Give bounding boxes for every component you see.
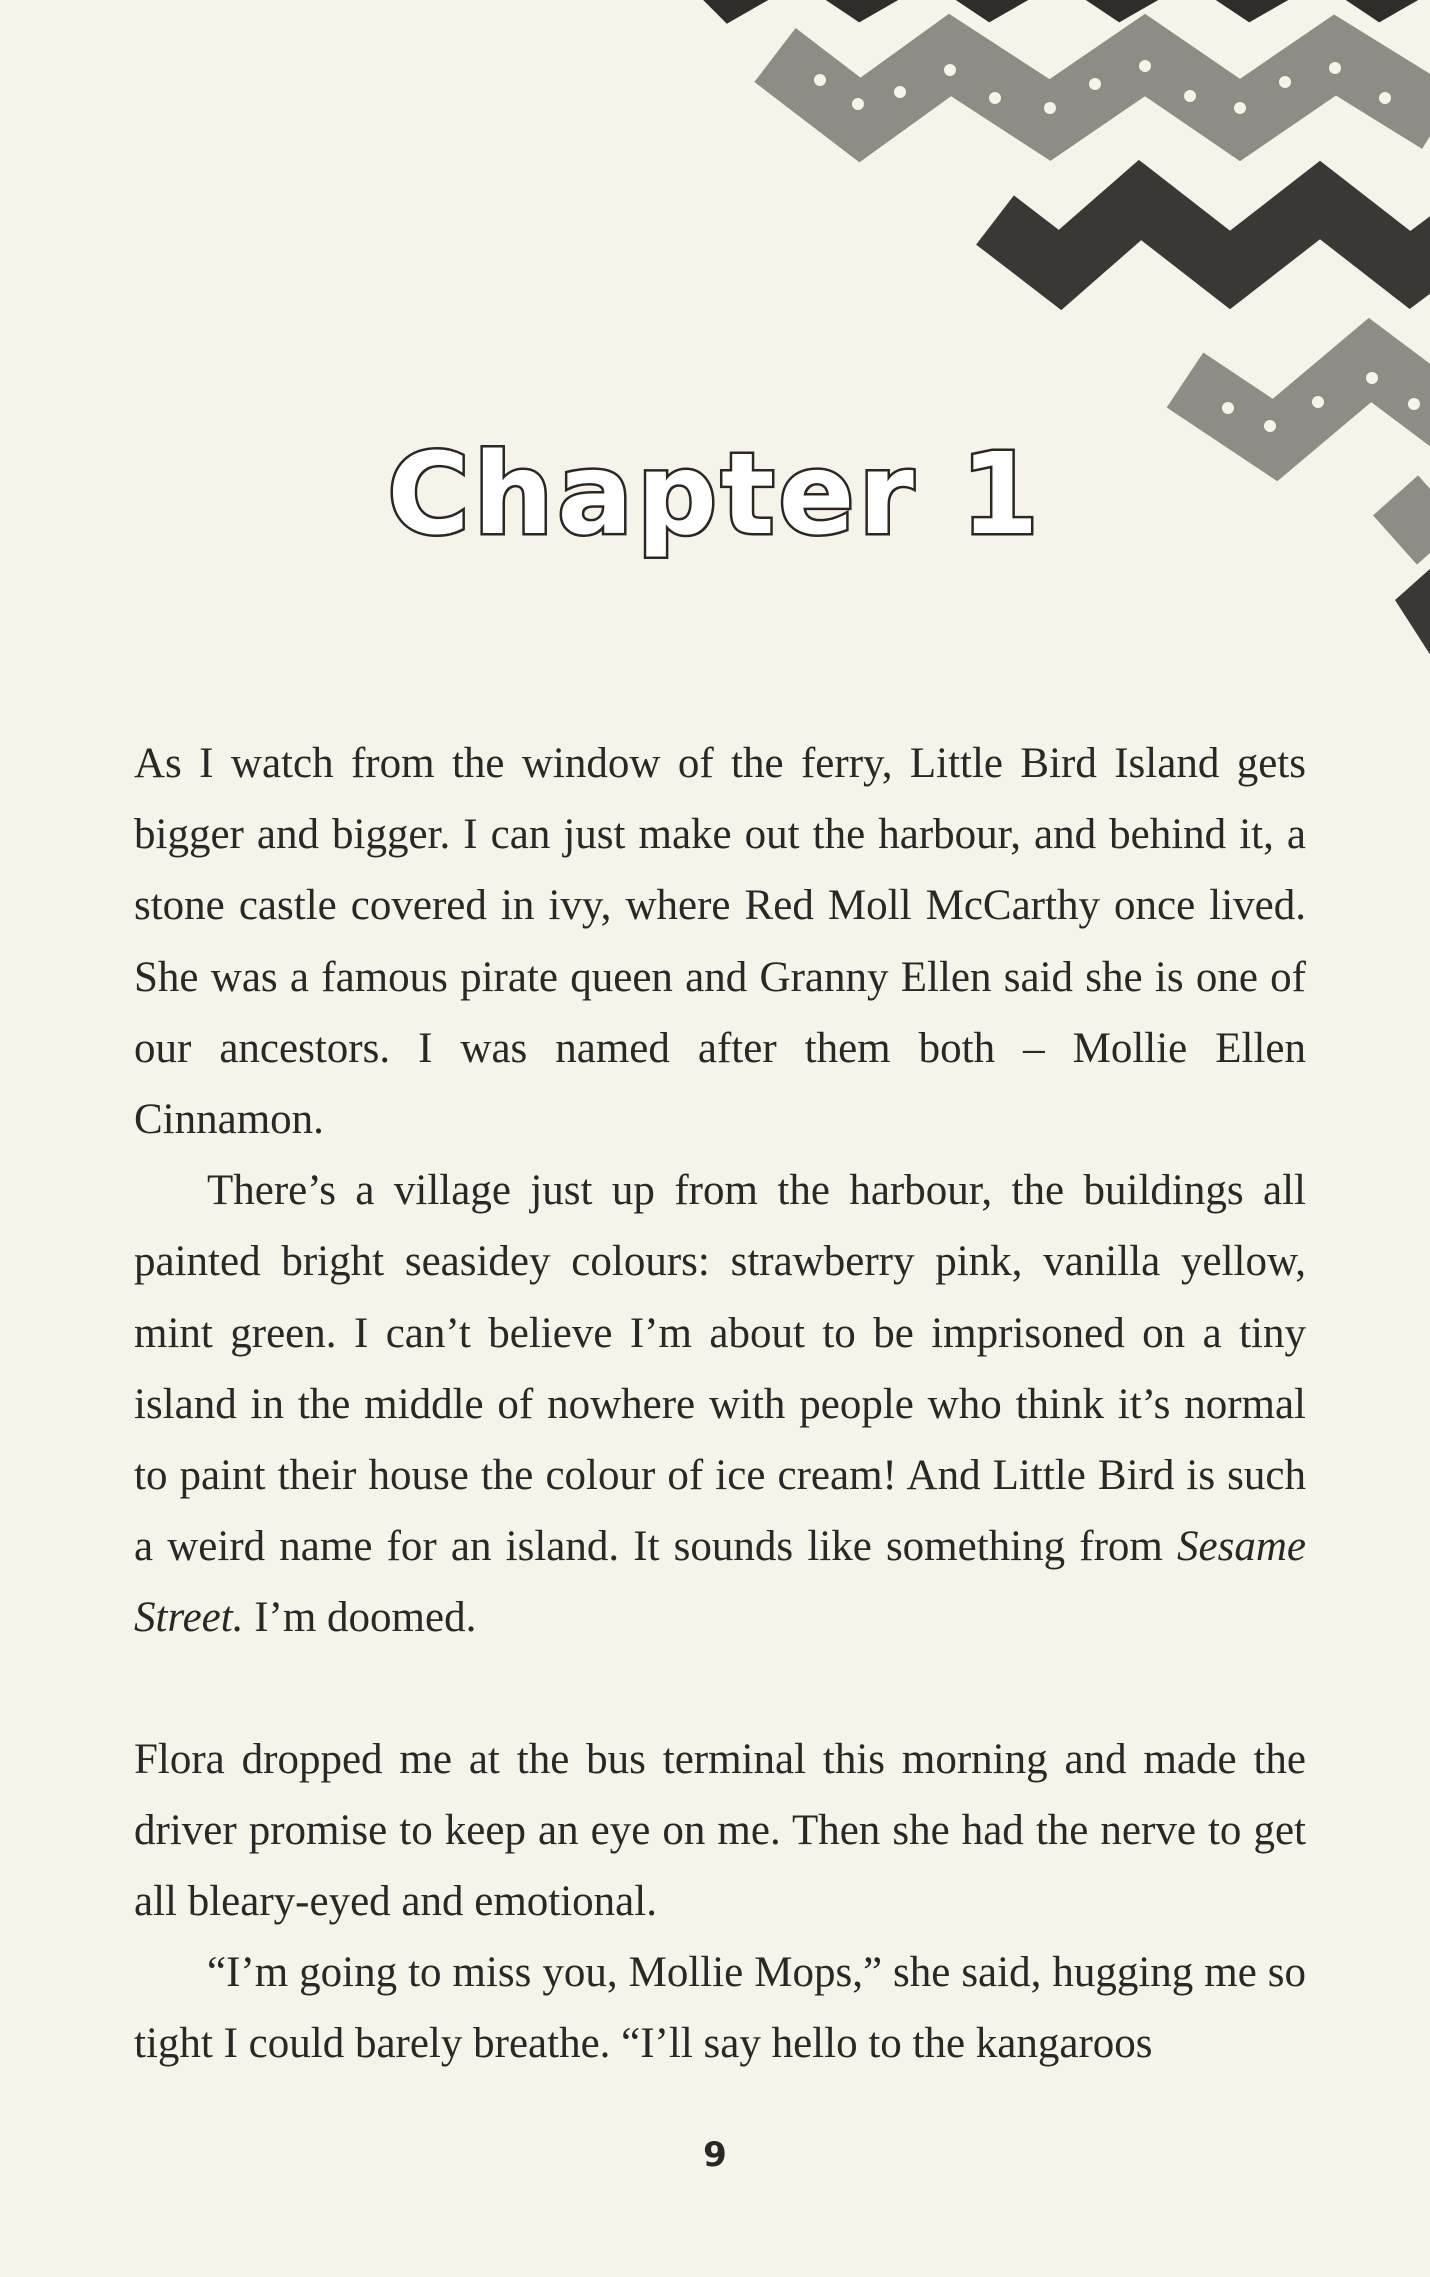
paragraph: Flora dropped me at the bus terminal this morning and made the driver promise to keep an eye on me. Then she had the nerve to get all bleary-eyed and emotional. xyxy=(134,1735,1306,1926)
zigzag-band-dark xyxy=(995,200,1430,270)
zigzag-band-light-1 xyxy=(775,55,1430,120)
paragraph: As I watch from the window of the ferry, Little Bird Island gets bigger and bigger. I can just make out the harbour, and behind it, a stone castle covered in ivy, where Red Moll McCarthy once lived. She was a famous pirate queen and Granny Ellen said she is one of our ancestors. I was named after them both – Mollie Ellen Cinnamon. xyxy=(134,740,1306,1144)
page-number: 9 xyxy=(703,2135,727,2175)
paragraph-text-end: I’m doomed. xyxy=(243,1594,477,1642)
paragraph xyxy=(134,1155,1306,1653)
book-title-italic: Sesame Street. xyxy=(134,1523,1306,1642)
body-text xyxy=(134,728,1306,2080)
zigzag-decoration xyxy=(0,0,1430,700)
zigzag-band-bottom xyxy=(1395,560,1430,670)
paragraph: “I’m going to miss you, Mollie Mops,” she said, hugging me so tight I could barely breathe. “I’ll say hello to the kangaroos xyxy=(134,1949,1306,2068)
paragraph-text: There’s a village just up from the harbour, the buildings all painted bright seasidey colours: strawberry pink, vanilla yellow, mint green. I can’t believe I’m about to be imprisoned on a tiny island in the middle of nowhere with people who think it’s normal to paint their house the colour of ice cream! And Little Bird is such a weird name for an island. It sounds like something from xyxy=(134,1167,1306,1571)
chapter-title: Chapter 1 xyxy=(387,430,1043,560)
